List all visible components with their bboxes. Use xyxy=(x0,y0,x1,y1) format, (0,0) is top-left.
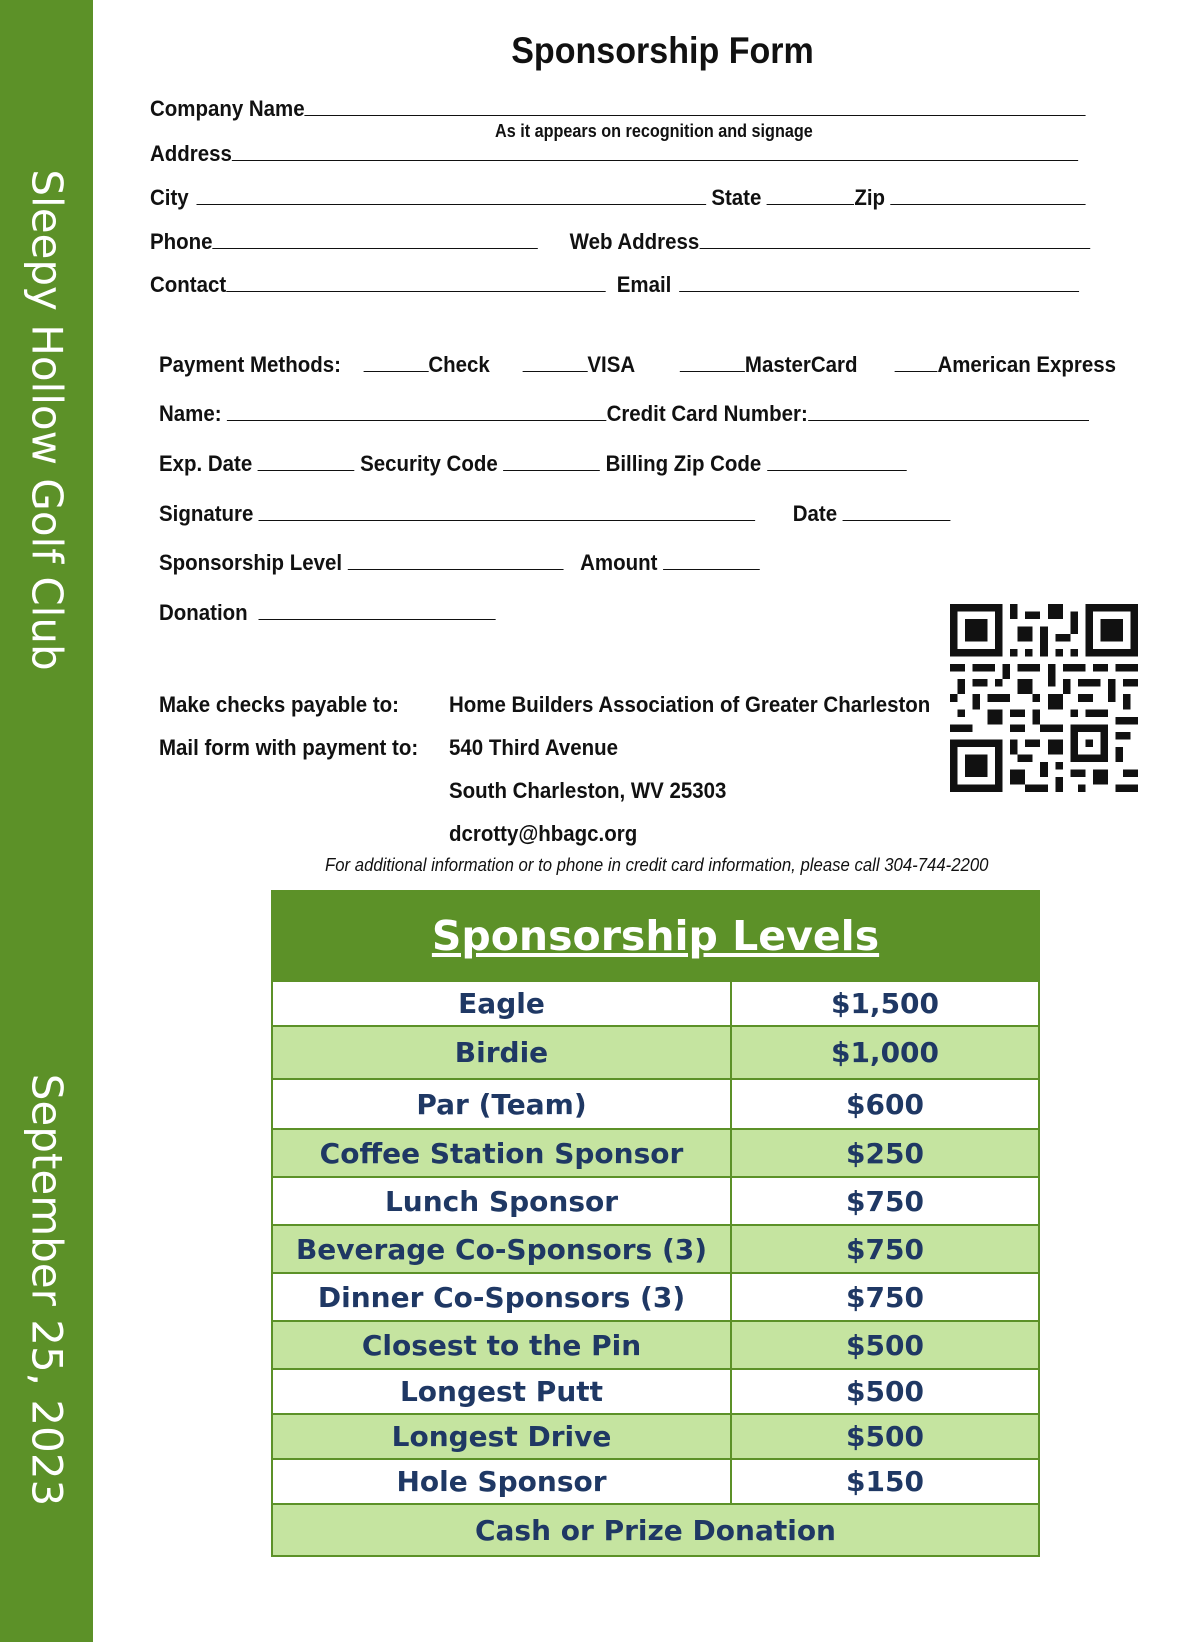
signature-label: Signature xyxy=(159,501,254,526)
visa-blank[interactable] xyxy=(522,353,587,372)
sponsorship-levels-table xyxy=(271,890,1040,1557)
date-label: Date xyxy=(792,501,838,526)
level-amount: $750 xyxy=(846,1280,924,1314)
visa-label: VISA xyxy=(587,352,636,377)
contact-field[interactable] xyxy=(226,273,605,292)
event-date: September 25, 2023 xyxy=(22,1073,72,1507)
level-name: Hole Sponsor xyxy=(273,1460,732,1503)
signature-row xyxy=(159,501,951,527)
level-name: Eagle xyxy=(273,982,732,1025)
check-label: Check xyxy=(428,352,490,377)
mail-street: 540 Third Avenue xyxy=(449,735,619,760)
billing-zip-field[interactable] xyxy=(767,452,907,471)
level-name: Birdie xyxy=(273,1027,732,1078)
level-name: Par (Team) xyxy=(273,1080,732,1128)
date-field[interactable] xyxy=(843,502,951,521)
level-amount: $250 xyxy=(846,1136,924,1170)
state-field[interactable] xyxy=(767,186,854,205)
mastercard-label: MasterCard xyxy=(744,352,858,377)
zip-label: Zip xyxy=(854,185,886,210)
level-row-donation xyxy=(273,1503,1038,1555)
phone-field[interactable] xyxy=(213,230,539,249)
levels-title: Sponsorship Levels xyxy=(431,912,880,960)
additional-info: For additional information or to phone in credit card information, please call 304-744-2200 xyxy=(325,855,989,875)
levels-header xyxy=(273,892,1038,980)
level-row-closest-pin xyxy=(273,1320,1038,1368)
contact-row xyxy=(150,272,1079,298)
exp-label: Exp. Date xyxy=(159,451,253,476)
card-name-row xyxy=(159,401,1089,427)
address-field[interactable] xyxy=(232,142,1078,161)
payment-methods-row xyxy=(159,352,1116,378)
level-row-eagle xyxy=(273,980,1038,1025)
level-amount: $150 xyxy=(846,1465,924,1498)
web-label: Web Address xyxy=(569,229,700,254)
city-field[interactable] xyxy=(196,186,706,205)
cc-label: Credit Card Number: xyxy=(606,401,808,426)
zip-field[interactable] xyxy=(891,186,1086,205)
billing-zip-label: Billing Zip Code xyxy=(605,451,762,476)
state-label: State xyxy=(711,185,762,210)
level-label: Sponsorship Level xyxy=(159,550,343,575)
level-row-hole-sponsor xyxy=(273,1458,1038,1503)
card-details-row xyxy=(159,451,906,477)
level-row-par xyxy=(273,1078,1038,1128)
email-field[interactable] xyxy=(679,273,1079,292)
level-amount: $500 xyxy=(846,1375,924,1408)
level-amount: $500 xyxy=(846,1328,924,1362)
level-amount: $1,000 xyxy=(830,1036,940,1069)
level-name: Dinner Co-Sponsors (3) xyxy=(273,1274,732,1320)
phone-row xyxy=(150,229,1090,255)
amount-label: Amount xyxy=(580,550,658,575)
email-label: Email xyxy=(616,272,672,297)
city-row xyxy=(150,185,1086,211)
web-field[interactable] xyxy=(699,230,1090,249)
card-name-field[interactable] xyxy=(227,402,606,421)
city-label: City xyxy=(150,185,189,210)
qr-code-icon xyxy=(950,604,1138,792)
level-row-coffee xyxy=(273,1128,1038,1176)
check-blank[interactable] xyxy=(363,353,428,372)
level-row-longest-putt xyxy=(273,1368,1038,1413)
level-amount: $750 xyxy=(846,1232,924,1266)
security-field[interactable] xyxy=(503,452,600,471)
payable-value: Home Builders Association of Greater Charleston xyxy=(449,692,931,717)
level-row-longest-drive xyxy=(273,1413,1038,1458)
level-amount: $500 xyxy=(846,1420,924,1453)
mail-city: South Charleston, WV 25303 xyxy=(449,778,727,803)
level-field[interactable] xyxy=(348,551,564,570)
level-amount: $1,500 xyxy=(830,987,940,1020)
payable-label: Make checks payable to: xyxy=(159,692,399,717)
company-row xyxy=(150,96,1086,122)
level-row xyxy=(159,550,760,576)
level-amount: $750 xyxy=(846,1184,924,1218)
level-name: Lunch Sponsor xyxy=(273,1178,732,1224)
level-footer: Cash or Prize Donation xyxy=(474,1513,836,1547)
level-row-lunch xyxy=(273,1176,1038,1224)
sidebar xyxy=(0,0,93,1642)
signature-field[interactable] xyxy=(259,502,756,521)
level-name: Longest Drive xyxy=(273,1415,732,1458)
phone-label: Phone xyxy=(150,229,213,254)
amex-label: American Express xyxy=(937,352,1117,377)
level-row-birdie xyxy=(273,1025,1038,1078)
level-name: Closest to the Pin xyxy=(273,1322,732,1368)
amount-field[interactable] xyxy=(663,551,760,570)
venue-name: Sleepy Hollow Golf Club xyxy=(22,169,72,671)
security-label: Security Code xyxy=(360,451,498,476)
mail-label: Mail form with payment to: xyxy=(159,735,419,760)
level-amount: $600 xyxy=(846,1087,924,1121)
form-title: Sponsorship Form xyxy=(511,30,814,71)
amex-blank[interactable] xyxy=(895,353,938,372)
level-name: Coffee Station Sponsor xyxy=(273,1130,732,1176)
donation-label: Donation xyxy=(159,600,248,625)
contact-email[interactable]: dcrotty@hbagc.org xyxy=(449,821,638,846)
level-row-dinner xyxy=(273,1272,1038,1320)
exp-field[interactable] xyxy=(258,452,355,471)
mastercard-blank[interactable] xyxy=(680,353,745,372)
donation-field[interactable] xyxy=(259,601,496,620)
level-row-beverage xyxy=(273,1224,1038,1272)
company-note: As it appears on recognition and signage xyxy=(495,121,813,141)
contact-label: Contact xyxy=(150,272,227,297)
cc-field[interactable] xyxy=(808,402,1089,421)
card-name-label: Name: xyxy=(159,401,222,426)
address-row xyxy=(150,141,1078,167)
level-name: Beverage Co-Sponsors (3) xyxy=(273,1226,732,1272)
company-label: Company Name xyxy=(150,96,305,121)
donation-row xyxy=(159,600,496,626)
company-field[interactable] xyxy=(305,97,1086,116)
address-label: Address xyxy=(150,141,232,166)
payment-label: Payment Methods: xyxy=(159,352,341,377)
level-name: Longest Putt xyxy=(273,1370,732,1413)
